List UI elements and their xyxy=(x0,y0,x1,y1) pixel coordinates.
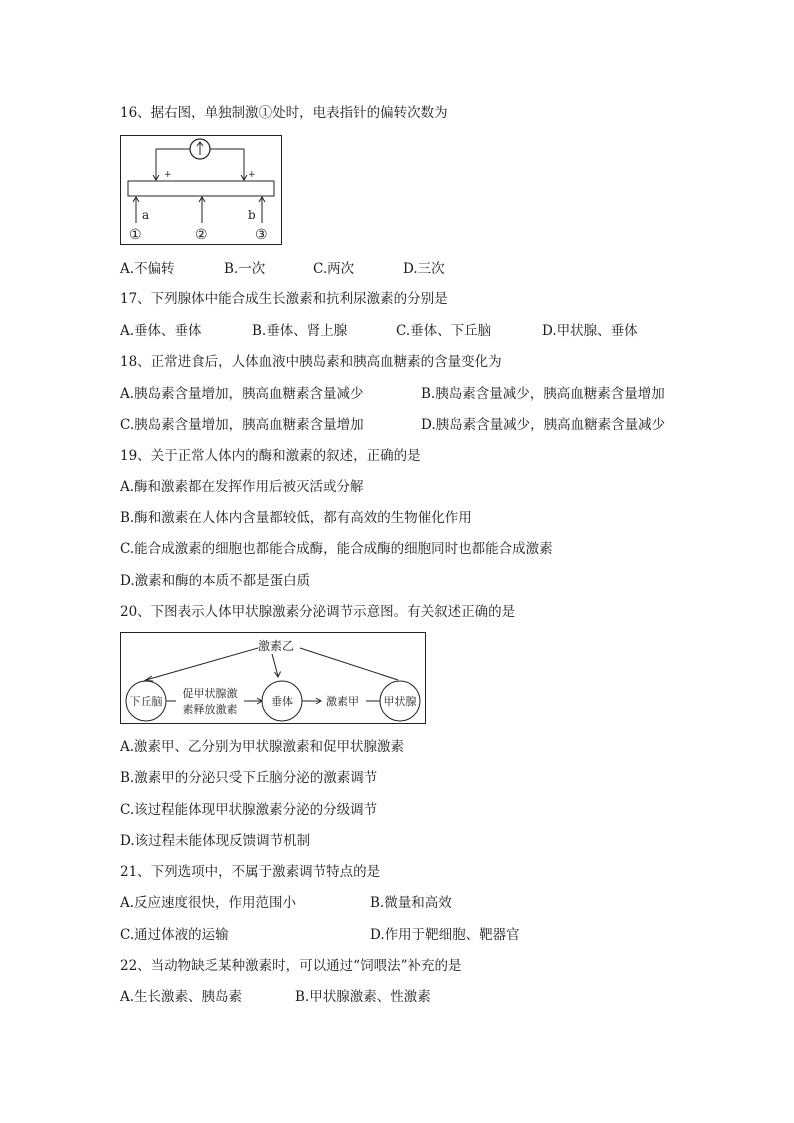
point-2: ② xyxy=(195,227,208,243)
q19-option-a[interactable]: A.酶和激素都在发挥作用后被灭活或分解 xyxy=(120,479,364,495)
label-a: a xyxy=(142,208,150,222)
point-1: ① xyxy=(129,227,142,243)
q21-option-c[interactable]: C.通过体液的运输 xyxy=(120,927,229,943)
q17-option-c[interactable]: C.垂体、下丘脑 xyxy=(396,323,492,339)
q20-figure xyxy=(120,632,426,724)
q18-option-a[interactable]: A.胰岛素含量增加，胰高血糖素含量减少 xyxy=(120,386,364,402)
q16-stem: 16、据右图，单独制激①处时，电表指针的偏转次数为 xyxy=(120,105,448,121)
plus-right: + xyxy=(248,170,256,180)
hormone-a-label: 激素甲 xyxy=(326,695,359,708)
thyroid-label: 甲状腺 xyxy=(383,695,417,708)
q16-option-d[interactable]: D.三次 xyxy=(403,261,445,277)
q18-option-c[interactable]: C.胰岛素含量增加，胰高血糖素含量增加 xyxy=(120,417,364,433)
q19-option-c[interactable]: C.能合成激素的细胞也都能合成酶，能合成酶的细胞同时也都能合成激素 xyxy=(120,541,553,557)
q21-option-b[interactable]: B.微量和高效 xyxy=(370,895,452,911)
q17-option-d[interactable]: D.甲状腺、垂体 xyxy=(542,323,638,339)
q18-option-b[interactable]: B.胰岛素含量减少，胰高血糖素含量增加 xyxy=(421,386,665,402)
q20-stem: 20、下图表示人体甲状腺激素分泌调节示意图。有关叙述正确的是 xyxy=(120,604,516,620)
plus-left: + xyxy=(164,170,172,180)
q16-option-a[interactable]: A.不偏转 xyxy=(120,261,175,277)
q19-stem: 19、关于正常人体内的酶和激素的叙述，正确的是 xyxy=(120,448,421,464)
q19-option-b[interactable]: B.酶和激素在人体内含量都较低，都有高效的生物催化作用 xyxy=(120,510,472,526)
q21-option-a[interactable]: A.反应速度很快，作用范围小 xyxy=(120,895,297,911)
q21-option-d[interactable]: D.作用于靶细胞、靶器官 xyxy=(370,927,520,943)
q17-option-a[interactable]: A.垂体、垂体 xyxy=(120,323,202,339)
q16-option-c[interactable]: C.两次 xyxy=(313,261,355,277)
point-3: ③ xyxy=(255,227,268,243)
nerve-fiber xyxy=(128,181,274,196)
trh-label-line2: 素释放激素 xyxy=(182,703,238,716)
pituitary-label: 垂体 xyxy=(271,695,293,708)
q21-stem: 21、下列选项中，不属于激素调节特点的是 xyxy=(120,864,381,880)
q18-option-d[interactable]: D.胰岛素含量减少，胰高血糖素含量减少 xyxy=(421,417,666,433)
q16-option-b[interactable]: B.一次 xyxy=(224,261,266,277)
q18-stem: 18、正常进食后，人体血液中胰岛素和胰高血糖素的含量变化为 xyxy=(120,354,502,370)
trh-label-line1: 促甲状腺激 xyxy=(182,687,238,700)
q22-option-a[interactable]: A.生长激素、胰岛素 xyxy=(120,989,243,1005)
label-b: b xyxy=(248,208,256,222)
q22-stem: 22、当动物缺乏某种激素时，可以通过“饲喂法”补充的是 xyxy=(120,958,462,974)
q20-option-a[interactable]: A.激素甲、乙分别为甲状腺激素和促甲状腺激素 xyxy=(120,739,405,755)
q20-option-c[interactable]: C.该过程能体现甲状腺激素分泌的分级调节 xyxy=(120,802,378,818)
q22-option-b[interactable]: B.甲状腺激素、性激素 xyxy=(295,989,431,1005)
hypothalamus-label: 下丘脑 xyxy=(129,695,163,708)
hormone-b-label: 激素乙 xyxy=(258,639,295,653)
q20-option-b[interactable]: B.激素甲的分泌只受下丘脑分泌的激素调节 xyxy=(120,770,378,786)
q20-option-d[interactable]: D.该过程未能体现反馈调节机制 xyxy=(120,833,311,849)
q17-stem: 17、下列腺体中能合成生长激素和抗利尿激素的分别是 xyxy=(120,291,448,307)
q16-figure xyxy=(120,135,282,245)
q17-option-b[interactable]: B.垂体、肾上腺 xyxy=(252,323,348,339)
q19-option-d[interactable]: D.激素和酶的本质不都是蛋白质 xyxy=(120,573,311,589)
